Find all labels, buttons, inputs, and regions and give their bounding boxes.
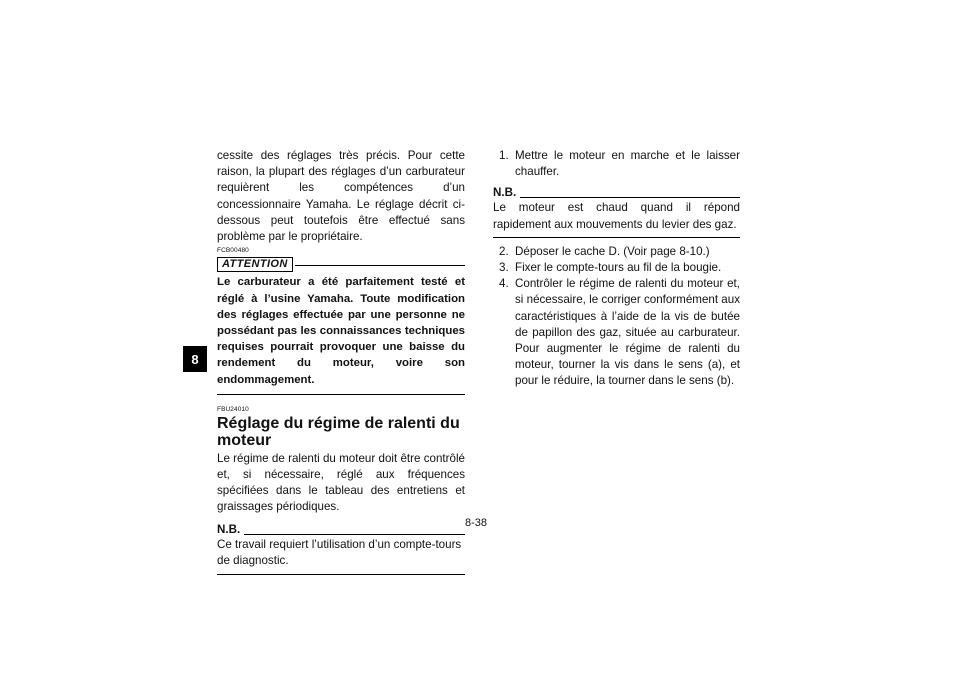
step-text: Fixer le compte-tours au fil de la bougie. (515, 261, 722, 275)
list-item (499, 260, 740, 276)
caution-rule (295, 265, 465, 272)
caution-header (217, 255, 465, 272)
step-number: 2. (499, 244, 509, 258)
caution-text: Le carburateur a été parfaitement testé et réglé à l’usine Yamaha. Toute modification des réglages effectuée par une personne ne possédant pas les connaissances techniques requises pourrait provoquer une baisse du rendement du moteur, voire son endommagement. (217, 276, 465, 386)
list-item (499, 276, 740, 389)
chapter-tab: 8 (183, 346, 207, 372)
step-number: 3. (499, 261, 509, 275)
right-column (493, 148, 740, 390)
section-text: Le régime de ralenti du moteur doit être contrôlé et, si nécessaire, réglé aux fréquences spécifiées dans le tableau des entretiens et graissages périodiques. (217, 451, 465, 514)
nb-end-rule (217, 574, 465, 575)
step-text: Contrôler le régime de ralenti du moteur et, si nécessaire, le corriger conformément aux caractéristiques à l’aide de la vis de butée de papillon des gaz, située au carburateur. Pour augmenter le régime de ralenti du moteur, tourner la vis dans le sens (a), et pour le réduire, la tourner dans le sens (b). (515, 277, 740, 388)
intro-paragraph: cessite des réglages très précis. Pour cette raison, la plupart des réglages d’un carburateur requièrent les compétences d’un concessionnaire Yamaha. Le réglage décrit ci-dessous peut toutefois être effectué sans problème par le propriétaire. (217, 149, 465, 244)
nb-text-right: Le moteur est chaud quand il répond rapidement aux mouvements du levier des gaz. (493, 201, 740, 231)
step-number: 1. (499, 149, 509, 162)
page-number: 8-38 (465, 517, 488, 529)
left-column (217, 148, 465, 575)
step-number: 4. (499, 277, 509, 291)
step-list (493, 244, 740, 390)
list-item (499, 244, 740, 260)
section-code: FBU24010 (217, 405, 249, 413)
nb-header-right (493, 186, 740, 200)
caution-label: ATTENTION (217, 257, 293, 272)
nb-rule (244, 534, 465, 535)
nb-header (217, 523, 465, 537)
caution-code: FCB00480 (217, 247, 249, 255)
step-text: Déposer le cache D. (Voir page 8-10.) (515, 244, 710, 258)
caution-end-rule (217, 394, 465, 395)
nb-end-rule-right (493, 237, 740, 238)
nb-label: N.B. (217, 522, 241, 536)
nb-rule-right (520, 197, 740, 198)
section-title: Réglage du régime de ralenti du moteur (217, 414, 460, 450)
nb-label-right: N.B. (493, 186, 517, 200)
step-text: Mettre le moteur en marche et le laisser chauffer. (515, 149, 740, 179)
step-list-first (493, 148, 740, 180)
nb-text: Ce travail requiert l’utilisation d’un compte-tours de diagnostic. (217, 537, 462, 567)
list-item (499, 148, 740, 180)
